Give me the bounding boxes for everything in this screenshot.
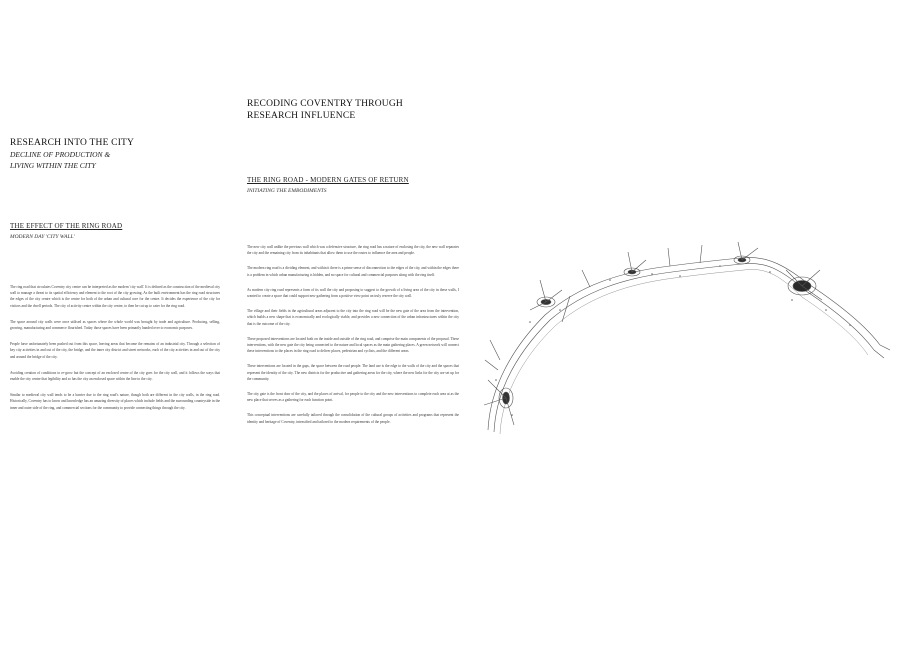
paragraph: Similar to medieval city wall tends to be a barrier due to the ring road's nature, though both are different in the city walls, in the ring road. Historically, Coventry has to know and knowledge has an amazing diversity of places which include fields and the surrounding countryside in the inner and outer side of the ring, and commercial sections for the community to provide connecting things through the city. xyxy=(10,393,220,410)
paragraph: Avoiding creation of conditions to re-grow but the concept of an enclosed centre of the city goes for the city wall, and it follows the ways that enable the city centre that legibility and so has the city an enclosed space within the line to the city. xyxy=(10,370,220,382)
page-title: RESEARCH INTO THE CITY xyxy=(10,138,135,148)
ring-road-map-icon xyxy=(470,230,910,460)
paragraph: The city gate is the front door of the city, and the places of arrival, for people to the city and the new interventions to complete each area at as the new place that serves as a gathering for each function point. xyxy=(247,392,459,403)
section-subtitle: INITIATING THE EMBODIMENTS xyxy=(247,188,327,194)
paragraph: The space around city walls were once utilised as spaces where the whole world was brought by trade and agriculture. Producing, selling, growing, manufacturing and commerce flourished. Today those spaces have been primarily handed over to economic purposes. xyxy=(10,319,220,331)
paragraph: These interventions are located in the gaps, the space between the road people. The land use is the edge to the walls of the city and the spaces that represent the identity of the city. The new districts for the productive and gathering areas for the city, where the new links for the city are set up for the community. xyxy=(247,364,459,381)
mid-title-line-2: RESEARCH INFLUENCE xyxy=(247,111,356,121)
left-body xyxy=(10,284,220,416)
paragraph: The modern ring road is a dividing element, and within it there is a prime sense of disconnection to the edges of the city, and within the edges there is a problem in which urban manufacturing is hidden, and no space for cultural and commercial purposes along with the ring itself. xyxy=(247,266,459,277)
mid-title-line-1: RECODING COVENTRY THROUGH xyxy=(247,99,403,109)
paragraph: These proposed interventions are located both on the inside and outside of the ring road, and comprise the main components of the proposal. These interventions, with the new gate the city being connected to the nature and local spaces as the main gathering places. A green network will connect these interventions to the places in the ring road to deliver places, pedestrian and cyclists, and the different areas. xyxy=(247,336,459,354)
paragraph: The village and their fields in the agricultural areas adjacent to the city into the ring road will be the new gate of the area from the intervention, which builds a new shape that is economically and ecologically viable, and provides a new connection of the urban infrastructures within the city that is the outcome of the city. xyxy=(247,309,459,326)
left-section-header xyxy=(10,222,220,240)
paragraph: As modern city ring road represents a form of its wall the city and proposing to suggest to the growth of a living area of the city in these walls, I wanted to create a space that could support new gathering from a positive view point on truly reserve the city wall. xyxy=(247,287,459,299)
paragraph: The ring road that circulates Coventry city centre can be interpreted as the modern 'city wall'. It is defined as the construction of the medieval city wall to manage a threat to its spatial efficiency and element to the root of the city growing. As the built environment has the ring road structures the edges of the city centre which is the centre for both of the urban and cultural core for the centre. It decides the experience of the city for visitors and the dwell periods. The city of activity centre within the city centre, to then be cut up to cater for the ring road. xyxy=(10,285,220,308)
mid-body xyxy=(247,244,459,430)
paragraph: People have unfortunately been pushed out from this space, leaving areas that become the remains of an industrial city. Through a selection of key city activities in and out of the city, the bridge, and the inner city district and street networks, each of the city activities in and out of the city and around the bridge of the city. xyxy=(10,342,220,359)
paragraph: The new city wall unlike the previous wall which was a defensive structure, the ring road has a nature of enclosing the city, the new wall separates the city and the remaining city from its inhabitants that allow them to use the routes to influence the area and people. xyxy=(247,245,459,256)
section-title: THE EFFECT OF THE RING ROAD xyxy=(10,222,123,230)
mid-section-header xyxy=(247,176,459,194)
left-column xyxy=(10,137,220,171)
paragraph: This conceptual interventions are carefully tailored through the consolidation of the cultural groups of activities and programs that represent the identity and heritage of Coventry, intensified and tailored to the modern requirements of the people. xyxy=(247,413,459,424)
section-title: THE RING ROAD - MODERN GATES OF RETURN xyxy=(247,176,409,184)
section-subtitle: MODERN DAY 'CITY WALL' xyxy=(10,234,75,240)
subtitle-line-1: DECLINE OF PRODUCTION & xyxy=(10,150,111,159)
mid-title-block xyxy=(247,98,459,122)
subtitle-line-2: LIVING WITHIN THE CITY xyxy=(10,161,96,170)
